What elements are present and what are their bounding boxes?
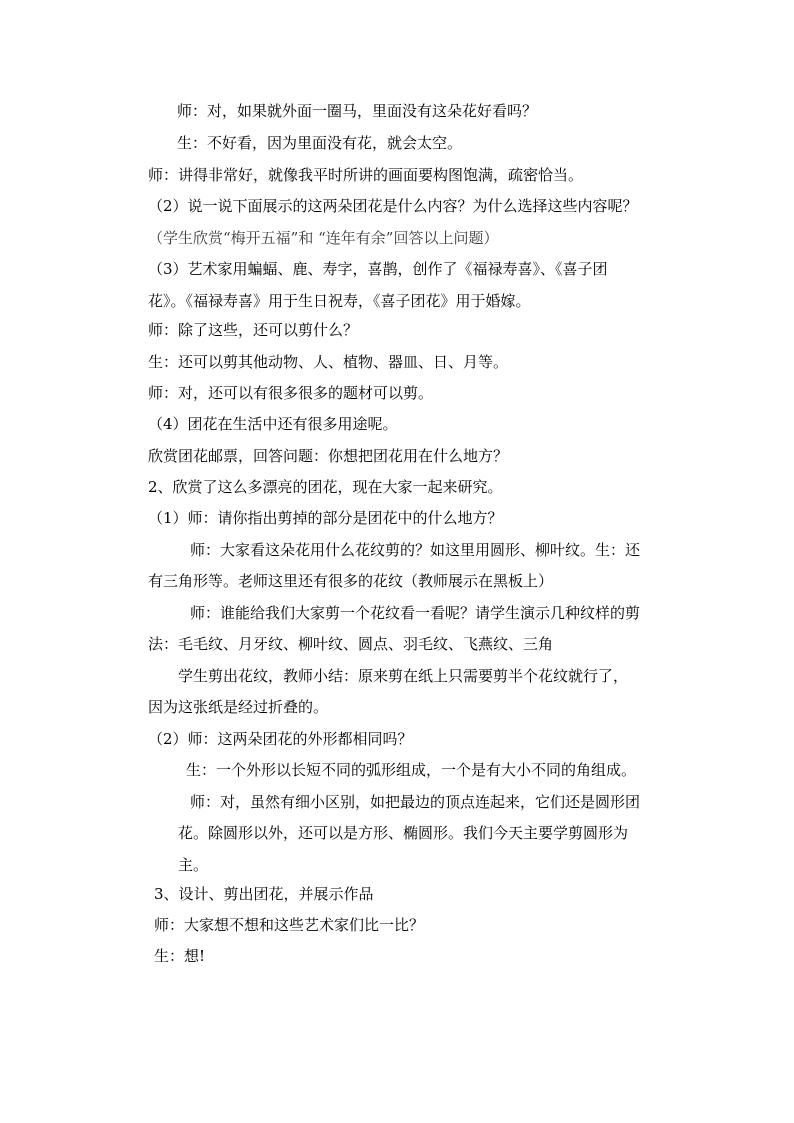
paragraph-line: 生：想! [154, 947, 206, 965]
paragraph-line: 法：毛毛纹、月牙纹、柳叶纹、圆点、羽毛纹、飞燕纹、三角 [148, 635, 554, 653]
paragraph-line: （2）师：这两朵团花的外形都相同吗？ [148, 730, 413, 748]
paragraph-line: 有三角形等。老师这里还有很多的花纹（教师展示在黑板上） [148, 572, 554, 590]
paragraph-line: （1）师：请你指出剪掉的部分是团花中的什么地方？ [148, 509, 503, 527]
paragraph-line: 学生剪出花纹，教师小结：原来剪在纸上只需要剪半个花纹就行了， [178, 667, 629, 685]
paragraph-line: （2）说一说下面展示的这两朵团花是什么内容？为什么选择这些内容呢？ [148, 197, 638, 215]
paragraph-line: 师：对，还可以有很多很多的题材可以剪。 [148, 384, 434, 402]
paragraph-line: 花。除圆形以外，还可以是方形、椭圆形。我们今天主要学剪圆形为 [178, 824, 629, 842]
paragraph-line: 生：不好看，因为里面没有花，就会太空。 [177, 134, 463, 152]
paragraph-line: 师：讲得非常好，就像我平时所讲的画面要构图饱满，疏密恰当。 [148, 166, 584, 184]
paragraph-line: （学生欣赏“梅开五福”和 “连年有余”回答以上问题） [148, 229, 499, 247]
paragraph-line: 师：对，虽然有细小区别，如把最边的顶点连起来，它们还是圆形团 [190, 793, 641, 811]
paragraph-line: 师：除了这些，还可以剪什么？ [148, 321, 359, 339]
paragraph-line: 因为这张纸是经过折叠的。 [148, 698, 329, 716]
paragraph-line: 生：还可以剪其他动物、人、植物、器皿、日、月等。 [148, 353, 509, 371]
paragraph-line: 3、设计、剪出团花，并展示作品 [154, 885, 374, 903]
paragraph-line: （3）艺术家用蝙蝠、鹿、寿字，喜鹊，创作了《福禄寿喜》、《喜子团 [148, 260, 608, 278]
paragraph-line: 师：大家想不想和这些艺术家们比一比？ [154, 916, 425, 934]
paragraph-line: 主。 [178, 856, 209, 874]
paragraph-line: 花》。《福禄寿喜》用于生日祝寿，《喜子团花》用于婚嫁。 [148, 292, 531, 310]
paragraph-line: 师：大家看这朵花用什么花纹剪的？如这里用圆形、柳叶纹。生：还 [190, 541, 641, 559]
paragraph-line: （4）团花在生活中还有很多用途呢。 [148, 415, 398, 433]
paragraph-line: 2、欣赏了这么多漂亮的团花，现在大家一起来研究。 [148, 478, 503, 496]
paragraph-line: 师：对，如果就外面一圈马，里面没有这朵花好看吗？ [177, 102, 538, 120]
paragraph-line: 生：一个外形以长短不同的弧形组成，一个是有大小不同的角组成。 [186, 761, 637, 779]
paragraph-line: 师：谁能给我们大家剪一个花纹看一看呢？请学生演示几种纹样的剪 [190, 604, 641, 622]
paragraph-line: 欣赏团花邮票，回答问题：你想把团花用在什么地方？ [148, 447, 509, 465]
